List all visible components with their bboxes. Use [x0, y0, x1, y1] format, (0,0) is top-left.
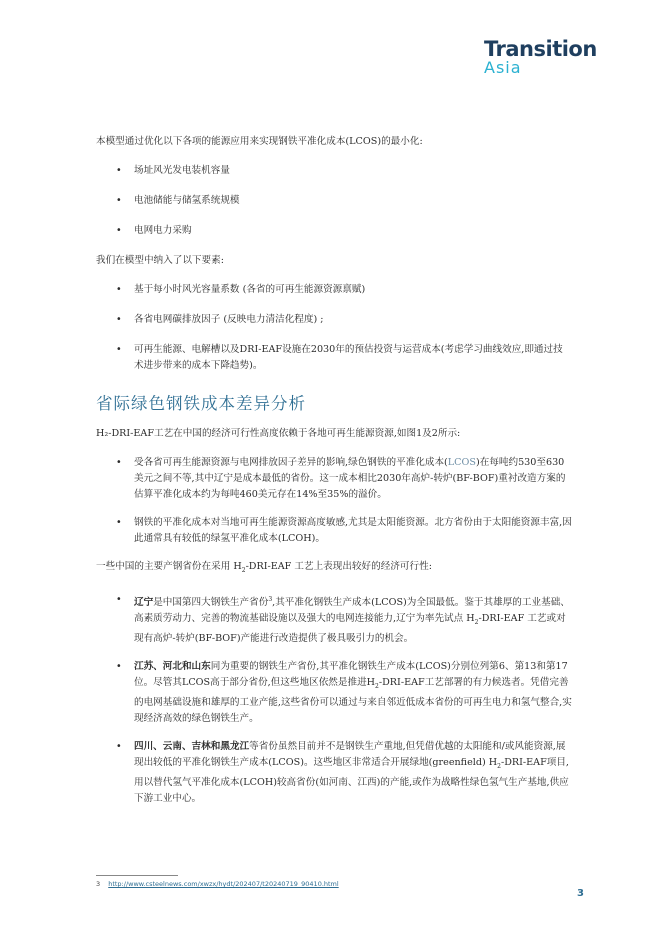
analysis-list [96, 455, 572, 547]
footnote-divider [96, 875, 178, 876]
lcos-highlight: LCOS [447, 457, 476, 468]
list-item: • 电池储能与储氢系统规模 [96, 193, 572, 209]
intro-paragraph: 本模型通过优化以下各项的能源应用来实现钢铁平准化成本(LCOS)的最小化: [96, 136, 423, 147]
footnote-link[interactable]: http://www.csteelnews.com/xwzx/hydt/202407/t20240719_90410.html [108, 880, 339, 888]
list-item: • 钢铁的平准化成本对当地可再生能源资源高度敏感,尤其是太阳能资源。北方省份由于太阳能资源丰富,因此通常具有较低的绿氢平准化成本(LCOH)。 [96, 515, 572, 547]
list-item: • 基于每小时风光容量系数 (各省的可再生能源资源禀赋) [96, 282, 572, 298]
provinces-intro: 一些中国的主要产钢省份在采用 $H_2-DRI$-EAF 工艺上表现出较好的经济可行性: [96, 561, 432, 574]
list-item: • 场址风光发电装机容量 [96, 163, 572, 179]
footnote-number: 3 [96, 880, 101, 888]
list-item: • 各省电网碳排放因子 (反映电力清洁化程度) ; [96, 312, 572, 328]
optimize-list [96, 163, 572, 239]
page-number: 3 [577, 888, 584, 899]
logo-line1: Transition [484, 37, 597, 61]
list-item: • 电网电力采购 [96, 223, 572, 239]
list-item: • 四川、云南、吉林和黑龙江等省份虽然目前并不是钢铁生产重地,但凭借优越的太阳能和/或风能资源,展现出较低的平准化钢铁生产成本(LCOS)。这些地区非常适合开展绿地(greenfield) $H_2-DRI$-EAF项目,用以替代氢气平准化成本(LCOH)较高省份(如河南、江西)的产能,或作为战略性绿色氢气生产基地,供应下游工业中心。 [96, 739, 572, 807]
analysis-intro: H₂-DRI-EAF工艺在中国的经济可行性高度依赖于各地可再生能源资源,如图1及2所示: [96, 428, 461, 439]
transition-asia-logo [484, 38, 614, 76]
list-item: • 受各省可再生能源资源与电网排放因子差异的影响,绿色钢铁的平准化成本(LCOS)在每吨约530至630美元之间不等,其中辽宁是成本最低的省份。这一成本相比2030年高炉-转炉(BF-BOF)重衬改造方案的估算平准化成本约为每吨460美元存在14%至35%的溢价。 [96, 455, 572, 503]
logo-line2: Asia [484, 58, 522, 77]
footnote [96, 880, 339, 888]
factors-intro: 我们在模型中纳入了以下要素: [96, 255, 224, 266]
list-item: • 江苏、河北和山东同为重要的钢铁生产省份,其平准化钢铁生产成本(LCOS)分别位列第6、第13和第17位。尽管其LCOS高于部分省份,但这些地区依然是推进$H_2-DRI$-EAF工艺部署的有力候选者。凭借完善的电网基础设施和雄厚的工业产能,这些省份可以通过与来自邻近低成本省份的可再生电力和氢气整合,实现经济高效的绿色钢铁生产。 [96, 659, 572, 727]
document-body [96, 134, 572, 819]
list-item: • 可再生能源、电解槽以及DRI-EAF设施在2030年的预估投资与运营成本(考虑学习曲线效应,即通过技术进步带来的成本下降趋势)。 [96, 342, 572, 374]
factors-list [96, 282, 572, 374]
footnote-ref: 3 [268, 595, 273, 603]
provinces-list [96, 592, 572, 807]
list-item: • 辽宁是中国第四大钢铁生产省份$^3$,其平准化钢铁生产成本(LCOS)为全国最低。鉴于其雄厚的工业基础、高素质劳动力、完善的物流基础设施以及强大的电网连接能力,辽宁为率先试点 $H_2-DRI$-EAF 工艺或对现有高炉-转炉(BF-BOF)产能进行改造提供了极具吸引力的机会。 [96, 592, 572, 647]
section-heading: 省际绿色钢铁成本差异分析 [96, 394, 306, 413]
